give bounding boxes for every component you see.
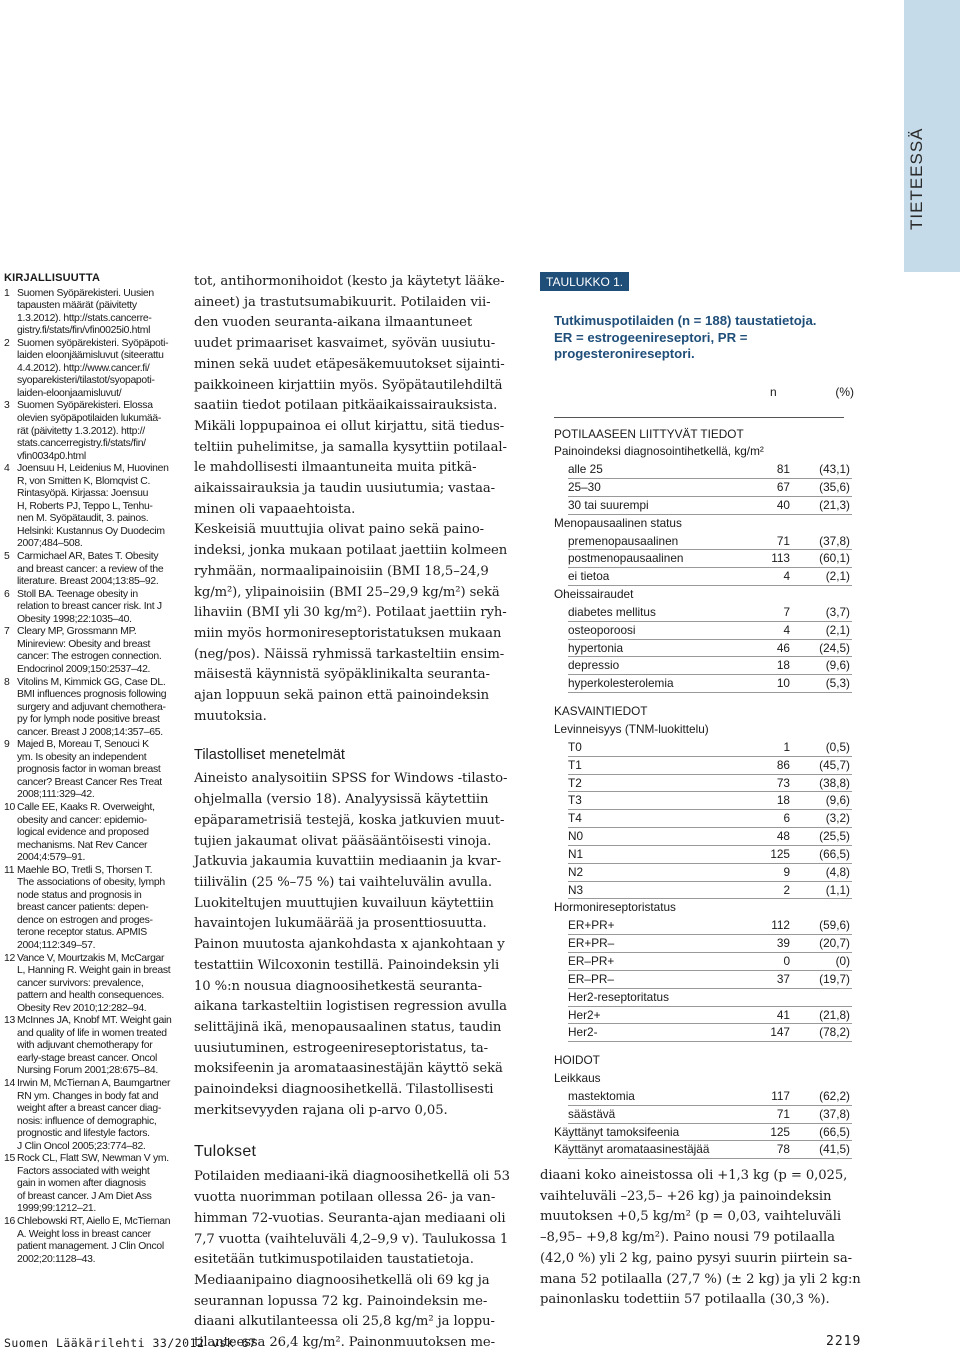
table-cell-n: 67 <box>776 480 790 495</box>
table-row-label: ER–PR– <box>568 971 614 986</box>
table-row <box>554 426 852 444</box>
table-row <box>554 657 852 675</box>
table-row <box>554 479 852 497</box>
table-row-label: ER–PR+ <box>568 953 615 968</box>
table-row-label: ER+PR+ <box>568 918 615 933</box>
table-row <box>554 497 852 515</box>
table-row <box>554 899 852 917</box>
reference-text: Cleary MP, Grossmann MP. Minireview: Obesity and breast cancer: The estrogen connection. Endocrinol 2009;150:2537–42. <box>17 626 162 675</box>
section-label-text: TIETEESSÄ <box>907 127 926 230</box>
table-cell-percent: (21,8) <box>819 1007 850 1022</box>
table-spacer <box>554 693 852 703</box>
table-cell-n: 71 <box>776 1106 790 1121</box>
table-row <box>554 775 852 793</box>
table-row <box>554 882 852 900</box>
table-cell-percent: (62,2) <box>819 1088 850 1103</box>
table-spacer <box>554 1042 852 1052</box>
article-paragraph: Potilaiden mediaani-ikä diagnoosihetkellä oli 53 vuotta nuorimman potilaan ollessa 26- ja van- himman 72-vuotias. Seuranta-ajan mediaani oli 7,7 vuotta (vaihteluväli 4,2–9,9 v). Taulukossa 1 esitetään tutkimuspotilaiden taustatietoja. <box>194 1169 510 1268</box>
reference-number: 7 <box>4 626 10 638</box>
table-cell-n: 4 <box>783 622 790 637</box>
table-row <box>554 846 852 864</box>
reference-number: 12 <box>4 952 15 964</box>
table-cell-percent: (66,5) <box>819 846 850 861</box>
table-row-label: POTILAASEEN LIITTYVÄT TIEDOT <box>554 426 744 441</box>
table-row-label: premenopausaalinen <box>568 533 679 548</box>
reference-number: 1 <box>4 287 10 299</box>
section-heading-results: Tulokset <box>194 1143 257 1161</box>
reference-item <box>4 551 174 589</box>
table-row-label: hypertonia <box>568 640 624 655</box>
table-cell-percent: (9,6) <box>825 658 850 673</box>
table-cell-n: 0 <box>783 953 790 968</box>
table-row-label: osteoporoosi <box>568 622 636 637</box>
reference-item <box>4 1078 174 1153</box>
table-row-label: KASVAINTIEDOT <box>554 704 648 719</box>
table-row <box>554 640 852 658</box>
table-cell-percent: (24,5) <box>819 640 850 655</box>
table-cell-n: 18 <box>776 793 790 808</box>
reference-item <box>4 739 174 802</box>
table-cell-n: 113 <box>771 551 790 566</box>
article-paragraph: Aineisto analysoitiin SPSS for Windows -tilasto- ohjelmalla (versio 18). Analyysissä käytettiin epäparametrisiä testejä, koska jatkuvien muut- tujien jakaumat olivat pääsääntöisesti vinoja. Jatkuvia jakaumia kuvattiin mediaanin ja kvar- tiilivälin (25 %–75 %) tai vaihteluvälin avulla. Luokiteltujen muuttujien kuvailuun käytettiin havaintojen lukumäärää ja prosenttiosuutta. Painon muutosta ajankohdasta x ajankohtaan y testattiin Wilcoxonin testillä. Painoindeksin yli 10 %:n nousua diagnoosihetkestä seuranta- aikana tarkasteltiin logistisen regression avulla selittäjinä ikä, menopausaalinen status, taudin uusiutuminen, estrogeenireseptoristatus, ta- moksifeenin ja aromataasinestäjän käyttö sekä painoindeksi diagnoosihetkellä. Tilastollisesti merkitsevyyden rajana oli p-arvo 0,05. <box>194 771 508 1118</box>
reference-text: Chlebowski RT, Aiello E, McTiernan A. Weight loss in breast cancer patient management. J Clin Oncol 2002;20:1128–43. <box>17 1216 171 1265</box>
reference-text: Calle EE, Kaaks R. Overweight, obesity and cancer: epidemio- logical evidence and proposed mechanisms. Nat Rev Cancer 2004;4:579–91. <box>17 801 155 864</box>
table-cell-n: 112 <box>771 918 790 933</box>
article-paragraph: tot, antihormonihoidot (kesto ja käytetyt lääke- aineet) ja trastutsumabikuurit. Potilaiden vii- den vuoden seuranta-aikana ilmaantuneet uudet primaariset kasvaimet, syövän uusiutu- minen sekä uudet etäpesäkemuutokset sijainti- paikkoineen kirjattiin myös. Syöpätautilehdiltä saatiin tiedot potilaan pitkäaikaissairauksista. Mikäli loppupainoa ei ollut kirjattu, sitä tiedus- teltiin puhelimitse, ja samalla kysyttiin potilaal- le mahdollisesti ilmaantuneita muita pitkä- aikaissairauksia ja taudin uusiutumia; vastaa- minen oli vapaaehtoista. <box>194 274 507 517</box>
table-divider <box>554 417 844 418</box>
table-cell-n: 7 <box>783 604 790 619</box>
table-row <box>554 703 852 721</box>
table-row-label: Menopausaalinen status <box>554 515 682 530</box>
table-row <box>554 604 852 622</box>
table-row <box>554 533 852 551</box>
reference-item <box>4 288 174 338</box>
reference-item <box>4 865 174 953</box>
reference-number: 16 <box>4 1216 15 1228</box>
references-list <box>4 288 174 1267</box>
table-row-label: säästävä <box>568 1106 616 1121</box>
table-cell-percent: (21,3) <box>819 497 850 512</box>
table-row <box>554 568 852 586</box>
reference-number: 13 <box>4 1015 15 1027</box>
table-row-label: 30 tai suurempi <box>568 497 649 512</box>
reference-item <box>4 589 174 627</box>
table-cell-percent: (3,7) <box>825 604 850 619</box>
table-cell-n: 117 <box>771 1088 790 1103</box>
table-cell-percent: (4,8) <box>825 864 850 879</box>
table-row-label: ER+PR– <box>568 936 615 951</box>
reference-item <box>4 463 174 551</box>
table-row <box>554 586 852 604</box>
table-row <box>554 1024 852 1042</box>
journal-footer: Suomen Lääkärilehti 33/2012 vsk 67 <box>4 1336 257 1350</box>
table-cell-n: 39 <box>776 936 790 951</box>
column-header-percent: (%) <box>835 384 854 399</box>
table-row <box>554 721 852 739</box>
table-cell-percent: (9,6) <box>825 793 850 808</box>
table-row-label: T3 <box>568 793 582 808</box>
table-row-label: HOIDOT <box>554 1053 600 1068</box>
reference-number: 10 <box>4 801 15 813</box>
table-row <box>554 953 852 971</box>
table-row <box>554 757 852 775</box>
table-row-label: Her2+ <box>568 1007 601 1022</box>
table-row-label: N3 <box>568 882 584 897</box>
table-row-label: Painoindeksi diagnosointihetkellä, kg/m² <box>554 444 764 459</box>
table-cell-percent: (0,5) <box>825 739 850 754</box>
table-cell-n: 48 <box>776 829 790 844</box>
table-row-label: ei tietoa <box>568 569 610 584</box>
reference-item <box>4 802 174 865</box>
table-row <box>554 550 852 568</box>
table-cell-percent: (66,5) <box>819 1124 850 1139</box>
section-label <box>907 127 926 236</box>
table-header-row <box>554 385 852 403</box>
table-cell-percent: (41,5) <box>819 1142 850 1157</box>
table-row <box>554 1070 852 1088</box>
table-cell-percent: (60,1) <box>819 551 850 566</box>
page-number: 2219 <box>826 1334 862 1349</box>
table-cell-percent: (43,1) <box>819 462 850 477</box>
table-row-label: N2 <box>568 864 584 879</box>
article-paragraph-continued: diaani koko aineistossa oli +1,3 kg (p = 0,025, vaihteluväli –23,5– +26 kg) ja painoindeksin muutoksen +0,5 kg/m² (p = 0,03, vaihteluväli –8,95– +9,8 kg/m²). Paino nousi 79 potilaalla (42,0 %) yli 2 kg, paino pysyi suurin piirtein sa- mana 52 potilaalla (27,7 %) (± 2 kg) ja yli 2 kg:n painonlasku todettiin 57 potilaalla (30,3 %). <box>540 1168 861 1308</box>
table-row-label: Levinneisyys (TNM-luokittelu) <box>554 722 709 736</box>
table-row-label: postmenopausaalinen <box>568 551 684 566</box>
reference-item <box>4 626 174 676</box>
table-row-label: 25–30 <box>568 480 601 495</box>
table-title: Tutkimuspotilaiden (n = 188) taustatietoja. ER = estrogeenireseptori, PR = progesteronireseptori. <box>554 313 817 361</box>
table-row <box>554 792 852 810</box>
table-row-label: N0 <box>568 829 584 844</box>
table-row <box>554 1088 852 1106</box>
table-cell-percent: (38,8) <box>819 775 850 790</box>
table-cell-percent: (2,1) <box>825 569 850 584</box>
reference-item <box>4 1216 174 1266</box>
table-row <box>554 864 852 882</box>
references-column <box>4 272 174 1266</box>
references-title: KIRJALLISUUTTA <box>4 272 101 284</box>
table-row-label: Her2- <box>568 1025 598 1040</box>
table-row <box>554 622 852 640</box>
table-cell-percent: (19,7) <box>819 971 850 986</box>
table-cell-percent: (5,3) <box>825 676 850 691</box>
reference-number: 14 <box>4 1078 15 1089</box>
table-row-label: diabetes mellitus <box>568 604 656 619</box>
reference-text: Suomen Syöpärekisteri. Elossa olevien syöpäpotilaiden lukumää- rät (päivitetty 1.3.2012). http:// stats.cancerregistry.fi/stats/fin/ vfin0034p0.html <box>17 400 162 462</box>
table-row <box>554 989 852 1007</box>
table-cell-n: 6 <box>783 811 790 826</box>
reference-text: McInnes JA, Knobf MT. Weight gain and quality of life in women treated with adjuvant chemotherapy for early-stage breast cancer. Oncol Nursing Forum 2001;28:675–84. <box>17 1015 172 1077</box>
column-header-n: n <box>770 384 777 399</box>
reference-item <box>4 338 174 401</box>
table-cell-percent: (1,1) <box>825 882 850 897</box>
table-cell-n: 147 <box>770 1025 790 1040</box>
reference-item <box>4 677 174 740</box>
table-cell-n: 4 <box>783 569 790 584</box>
reference-text: Stoll BA. Teenage obesity in relation to breast cancer risk. Int J Obesity 1998;22:1035–40. <box>17 588 162 625</box>
table-cell-n: 10 <box>776 676 790 691</box>
table-row <box>554 1141 852 1159</box>
article-column <box>194 272 516 1354</box>
table-row <box>554 917 852 935</box>
table-cell-n: 125 <box>770 846 790 861</box>
table-1 <box>540 272 852 1159</box>
table-cell-percent: (45,7) <box>819 757 850 772</box>
table-row <box>554 515 852 533</box>
article-paragraph: Keskeisiä muuttujia olivat paino sekä paino- indeksi, jonka mukaan potilaat jaettiin kolmeen ryhmään, normaalipainoisiin (BMI 18,5–24,9 kg/m²), ylipainoisiin (BMI 25–29,9 kg/m²) sekä lihaviin (BMI yli 30 kg/m²). Potilaat jaettiin ryh- miin myös hormonireseptoristatuksen mukaan (neg/pos). Näissä ryhmissä tarkasteltiin ensim- mäisestä käynnistä syöpäklinikalta seuranta- ajan loppuun sekä painon että painoindeksin muutoksia. <box>194 522 508 724</box>
reference-item <box>4 953 174 1016</box>
table-row <box>554 935 852 953</box>
table-row <box>554 1106 852 1124</box>
table-row-label: Oheissairaudet <box>554 587 634 602</box>
table-cell-percent: (78,2) <box>819 1025 850 1040</box>
reference-item <box>4 400 174 463</box>
table-cell-percent: (37,8) <box>819 1106 850 1121</box>
reference-text: Carmichael AR, Bates T. Obesity and breast cancer: a review of the literature. Breast 2004;13:85–92. <box>17 551 164 588</box>
table-row-label: Käyttänyt aromataasinestäjää <box>554 1142 710 1157</box>
table-cell-percent: (20,7) <box>819 936 850 951</box>
table-row-label: Käyttänyt tamoksifeenia <box>554 1124 680 1139</box>
reference-number: 5 <box>4 551 10 563</box>
table-cell-n: 9 <box>783 864 790 879</box>
reference-number: 11 <box>4 864 15 876</box>
section-heading-methods: Tilastolliset menetelmät <box>194 747 345 764</box>
table-cell-n: 86 <box>776 757 790 772</box>
table-row-label: hyperkolesterolemia <box>568 676 674 691</box>
table-cell-percent: (59,6) <box>819 918 850 933</box>
table-row-label: Her2-reseptoritatus <box>568 989 669 1004</box>
reference-text: Rock CL, Flatt SW, Newman V ym. Factors associated with weight gain in women after diagnosis of breast cancer. J Am Diet Ass 1999;99:1212–21. <box>17 1153 169 1215</box>
reference-item <box>4 1153 174 1216</box>
table-cell-n: 46 <box>776 640 790 655</box>
table-body <box>554 426 852 1160</box>
table-cell-percent: (37,8) <box>819 533 850 548</box>
table-cell-n: 71 <box>776 533 790 548</box>
reference-item <box>4 1015 174 1078</box>
table-row-label: T4 <box>568 811 582 826</box>
table-row <box>554 1124 852 1142</box>
table-badge: TAULUKKO 1. <box>540 272 629 291</box>
table-row <box>554 971 852 989</box>
table-row <box>554 828 852 846</box>
reference-number: 9 <box>4 739 10 751</box>
table-row <box>554 810 852 828</box>
reference-number: 3 <box>4 400 10 412</box>
reference-text: Suomen syöpärekisteri. Syöpäpoti- laiden eloonjäämisluvut (siteerattu 4.4.2012). http://www.cancer.fi/ syoparekisteri/tilastot/syopapoti- laiden-eloonjaamisluvut/ <box>17 337 169 399</box>
table-cell-percent: (0) <box>835 953 850 968</box>
table-row <box>554 461 852 479</box>
table-cell-n: 125 <box>770 1124 790 1139</box>
reference-text: Joensuu H, Leidenius M, Huovinen R, von Smitten K, Blomqvist C. Rintasyöpä. Kirjassa: Joensuu H, Roberts PJ, Teppo L, Tenhu- nen M. Syöpätaudit, 3. painos. Helsinki: Kustannus Oy Duodecim 2007;484–508. <box>17 463 169 550</box>
reference-text: Maehle BO, Tretli S, Thorsen T. The associations of obesity, lymph node status and prognosis in breast cancer patients: depen- dence on estrogen and proges- terone receptor status. APMIS 2004;112:349–57. <box>17 864 165 951</box>
reference-number: 2 <box>4 337 10 349</box>
table-cell-n: 41 <box>776 1007 790 1022</box>
table-row-label: N1 <box>568 846 584 861</box>
table-cell-n: 2 <box>783 882 790 897</box>
table-cell-n: 73 <box>776 775 790 790</box>
article-paragraph: Mediaanipaino diagnoosihetkellä oli 69 kg ja seurannan lopussa 72 kg. Painoindeksin me- diaani alkutilanteessa oli 25,8 kg/m² ja loppu- tilanteessa 26,4 kg/m². Painonmuutoksen me- <box>194 1272 495 1351</box>
table-row-label: T2 <box>568 775 582 790</box>
table-cell-n: 40 <box>776 497 790 512</box>
table-row <box>554 675 852 693</box>
table-cell-n: 18 <box>776 658 790 673</box>
table-row-label: mastektomia <box>568 1088 635 1103</box>
table-row-label: T1 <box>568 757 582 772</box>
table-row-label: T0 <box>568 739 582 754</box>
table-cell-percent: (25,5) <box>819 829 850 844</box>
table-row-label: Hormonireseptoristatus <box>554 900 676 915</box>
table-cell-n: 37 <box>776 971 790 986</box>
reference-text: Vance V, Mourtzakis M, McCargar L, Hanning R. Weight gain in breast cancer survivors: prevalence, pattern and health consequences. Obesity Rev 2010;12:282–94. <box>17 952 171 1014</box>
table-cell-n: 81 <box>776 462 790 477</box>
table-cell-percent: (3,2) <box>825 811 850 826</box>
table-row <box>554 1052 852 1070</box>
reference-text: Vitolins M, Kimmick GG, Case DL. BMI influences prognosis following surgery and adjuvant chemothera- py for lymph node positive breast cancer. Breast J 2008;14:357–65. <box>17 676 167 738</box>
table-row-label: alle 25 <box>568 462 603 477</box>
reference-text: Irwin M, McTiernan A, Baumgartner RN ym. Changes in body fat and weight after a breast cancer diag- nosis: influence of demographic, prognostic and lifestyle factors. J Clin Oncol 2005;23:774–82. <box>17 1078 171 1152</box>
table-row-label: Leikkaus <box>554 1071 601 1086</box>
table-row <box>554 443 852 461</box>
table-row-label: depressio <box>568 658 620 673</box>
table-row <box>554 739 852 757</box>
table-cell-n: 1 <box>783 739 790 754</box>
reference-number: 6 <box>4 588 10 600</box>
reference-text: Majed B, Moreau T, Senouci K ym. Is obesity an independent prognosis factor in woman breast cancer? Breast Cancer Res Treat 2008;111:329–42. <box>17 739 162 801</box>
table-row <box>554 1007 852 1025</box>
reference-number: 8 <box>4 676 10 688</box>
table-cell-n: 78 <box>776 1142 790 1157</box>
reference-text: Suomen Syöpärekisteri. Uusien tapausten määrät (päivitetty 1.3.2012). http://stats.cancerre- gistry.fi/stats/fin/vfin0025i0.html <box>17 287 154 337</box>
reference-number: 15 <box>4 1153 15 1165</box>
table-cell-percent: (35,6) <box>819 480 850 495</box>
table-cell-percent: (2,1) <box>825 622 850 637</box>
reference-number: 4 <box>4 463 10 475</box>
